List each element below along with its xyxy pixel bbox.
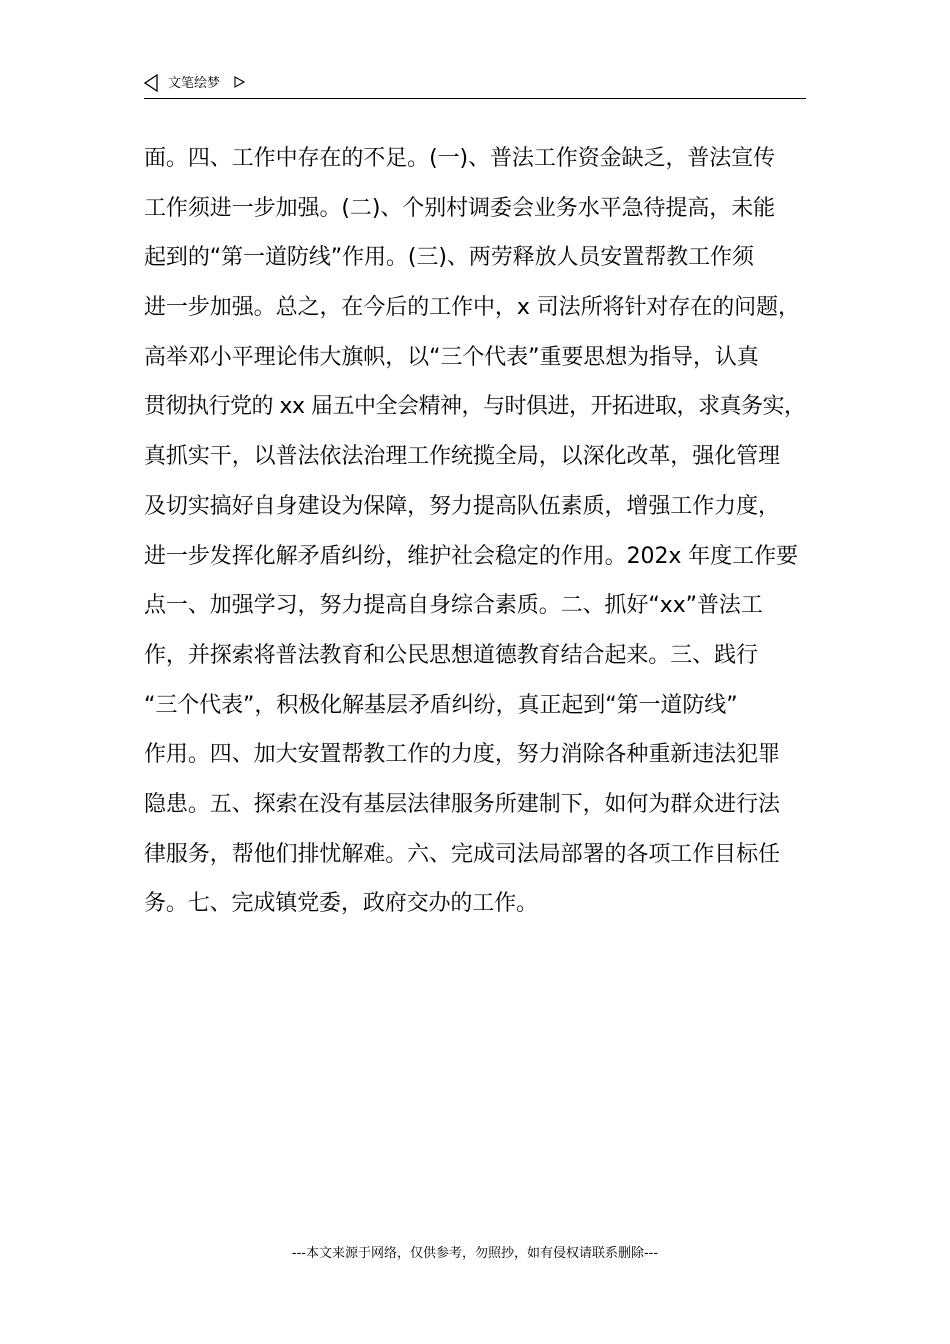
body-line: 进一步发挥化解矛盾纠纷，维护社会稳定的作用。202x 年度工作要 bbox=[144, 543, 798, 569]
body-line: 真抓实干，以普法依法治理工作统揽全局，以深化改革，强化管理 bbox=[144, 444, 780, 470]
body-line: 作，并探索将普法教育和公民思想道德教育结合起来。三、践行 bbox=[144, 642, 758, 668]
body-line: 律服务，帮他们排忧解难。六、完成司法局部署的各项工作目标任 bbox=[144, 841, 780, 867]
body-line: 及切实搞好自身建设为保障，努力提高队伍素质，增强工作力度， bbox=[144, 493, 780, 519]
body-line: 隐患。五、探索在没有基层法律服务所建制下，如何为群众进行法 bbox=[144, 791, 780, 817]
body-line: 工作须进一步加强。(二)、个别村调委会业务水平急待提高，未能 bbox=[144, 195, 776, 221]
body-line: 贯彻执行党的 xx 届五中全会精神，与时俱进，开拓进取，求真务实， bbox=[144, 394, 806, 420]
body-line: 务。七、完成镇党委，政府交办的工作。 bbox=[144, 891, 538, 917]
body-line: 起到的“第一道防线”作用。(三)、两劳释放人员安置帮教工作须 bbox=[144, 245, 754, 271]
body-line: 点一、加强学习，努力提高自身综合素质。二、抓好“xx”普法工 bbox=[144, 593, 763, 619]
body-line: 作用。四、加大安置帮教工作的力度，努力消除各种重新违法犯罪 bbox=[144, 742, 780, 768]
triangle-left-icon bbox=[144, 74, 158, 92]
header-brand: 文笔绘梦 bbox=[168, 76, 221, 91]
body-line: 高举邓小平理论伟大旗帜，以“三个代表”重要思想为指导，认真 bbox=[144, 344, 759, 370]
body-line: “三个代表”，积极化解基层矛盾纠纷，真正起到“第一道防线” bbox=[144, 692, 738, 718]
body-line: 面。四、工作中存在的不足。(一)、普法工作资金缺乏，普法宣传 bbox=[144, 146, 776, 171]
body-line: 进一步加强。总之，在今后的工作中，x 司法所将针对存在的问题， bbox=[144, 295, 800, 321]
page-footer-disclaimer: ---本文来源于网络，仅供参考，勿照抄，如有侵权请联系删除--- bbox=[291, 1246, 659, 1261]
document-body bbox=[144, 134, 808, 929]
page-header bbox=[144, 72, 806, 99]
triangle-right-icon bbox=[234, 76, 245, 88]
